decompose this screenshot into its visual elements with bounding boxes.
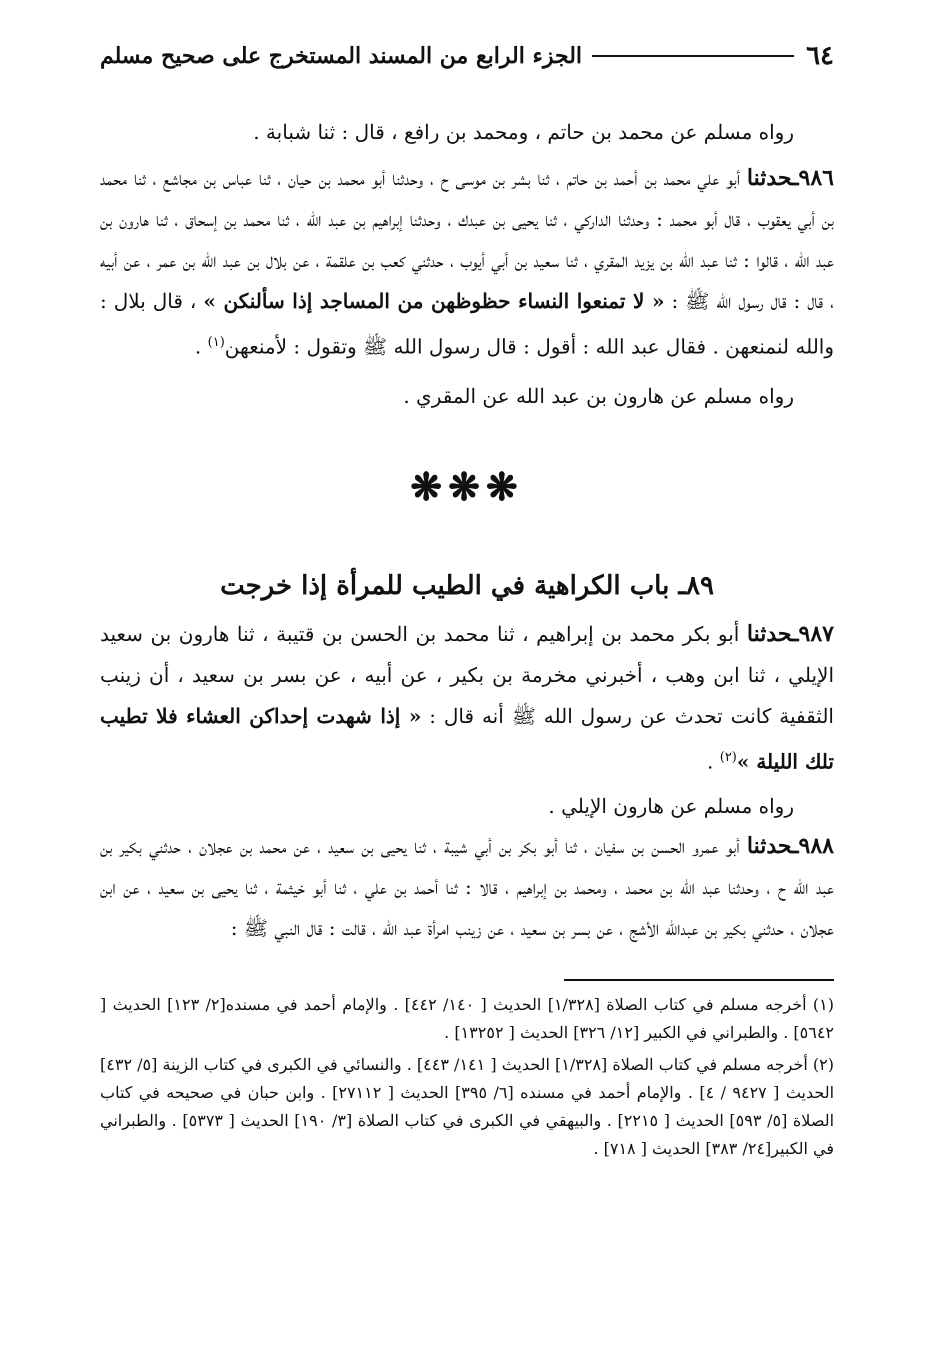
header-rule (592, 55, 794, 57)
hadith-986 (100, 158, 834, 368)
sentence-end: . (194, 334, 208, 359)
section-separator: ❋❋❋ (410, 463, 524, 509)
book-page (100, 38, 834, 1167)
footnote-ref: (٢) (719, 749, 737, 765)
running-title: الجزء الرابع من المسند المستخرج على صحيح مسلم (100, 43, 583, 69)
hadith-number: ٩٨٦ـ (792, 165, 834, 191)
footnote-ref: (١) (207, 335, 225, 350)
haddathana-word: حدثنا (746, 165, 793, 191)
hadith-number: ٩٨٨ـ (792, 833, 834, 860)
page-header (100, 38, 834, 74)
hadith-text: أبو علي محمد بن أحمد بن حاتم ، ثنا بشر بن موسى ح ، وحدثنا أبو محمد بن حيان ، ثنا عباس بن مجاشع ، ثنا محمد بن أبي يعقوب ، قال أبو محمد : وحدثنا الداركي ، ثنا يحيى بن عبدك ، وحدثنا إبراهيم بن عبد الله ، ثنا محمد بن إسحاق ، ثنا هارون بن عبد الله ، قالوا : ثنا عبد الله بن يزيد المقري ، ثنا سعيد بن أبي أيوب ، حدثني كعب بن علقمة ، عن بلال بن عبد الله بن عمر ، عن أبيه ، قال : قال رسول الله ﷺ : (100, 166, 834, 313)
prophetic-quote: « إذا شهدت إحداكن العشاء فلا تطيب تلك الليلة » (100, 703, 834, 774)
hadith-987 (100, 614, 834, 783)
page-number: ٦٤ (806, 41, 834, 71)
rawah-line: رواه مسلم عن هارون بن عبد الله عن المقري . (403, 383, 794, 408)
hadith-text-continued: ، قال بلال : والله لنمنعهن . فقال عبد الله : أقول : قال رسول الله ﷺ وتقول : لأمنعهن (100, 289, 834, 359)
rawah-line: رواه مسلم عن هارون الإيلي . (548, 794, 794, 819)
footnote-2: (٢) أخرجه مسلم في كتاب الصلاة [١/٣٢٨] الحديث [ ١٤١/ ٤٤٣] . والنسائي في الكبرى في كتاب الزينة [٥/ ٤٣٢] الحديث [ ٩٤٢٧ / ٤] . والإمام أحمد في مسنده [٦/ ٣٩٥] الحديث [ ٢٧١١٢] . وابن حبان في صحيحه في كتاب الصلاة [٥/ ٥٩٣] الحديث [ ٢٢١٥] . والبيهقي في الكبرى في كتاب الصلاة [٣/ ١٩٠] الحديث [ ٥٣٧٣] . والطبراني في الكبير[٢٤/ ٣٨٣] الحديث [ ٧١٨] . (100, 1055, 835, 1159)
hadith-number: ٩٨٧ـ (792, 620, 834, 647)
footnote-rule (564, 979, 834, 981)
chapter-title: ٨٩ـ باب الكراهية في الطيب للمرأة إذا خرجت (220, 570, 714, 601)
rawah-line: رواه مسلم عن محمد بن حاتم ، ومحمد بن رافع ، قال : ثنا شبابة . (253, 120, 794, 144)
sentence-end: . (707, 749, 720, 774)
haddathana-word: حدثنا (746, 833, 793, 860)
footnote-1: (١) أخرجه مسلم في كتاب الصلاة [١/٣٢٨] الحديث [ ١٤٠/ ٤٤٢] . والإمام أحمد في مسنده[٢/ ١٢٣] الحديث [ ٥٦٤٢] . والطبراني في الكبير [١٢/ ٣٢٦] الحديث [ ١٣٢٥٢] . (100, 995, 835, 1043)
hadith-text: أبو عمرو الحسن بن سفيان ، ثنا أبو بكر بن أبي شيبة ، ثنا يحيى بن سعيد ، عن محمد بن عجلان ، حدثني بكير بن عبد الله ح ، وحدثنا عبد الله بن محمد ، ومحمد بن إبراهيم ، قالا : ثنا أحمد بن علي ، ثنا أبو خيثمة ، ثنا يحيى بن سعيد ، عن ابن عجلان ، حدثني بكير بن عبدالله الأشج ، عن بسر بن سعيد ، عن زينب امرأة عبد الله ، قالت : قال النبي ﷺ : (100, 834, 834, 941)
hadith-988 (100, 826, 834, 949)
hadith-text: أبو بكر محمد بن إبراهيم ، ثنا محمد بن الحسن بن قتيبة ، ثنا هارون بن سعيد الإيلي ، ثنا ابن وهب ، أخبرني مخرمة بن بكير ، عن أبيه ، عن بسر بن سعيد ، أن زينب الثقفية كانت تحدث عن رسول الله ﷺ أنه قال : (100, 621, 835, 728)
haddathana-word: حدثنا (746, 620, 793, 647)
prophetic-quote: « لا تمنعوا النساء حظوظهن من المساجد إذا سألنكن » (203, 289, 665, 313)
